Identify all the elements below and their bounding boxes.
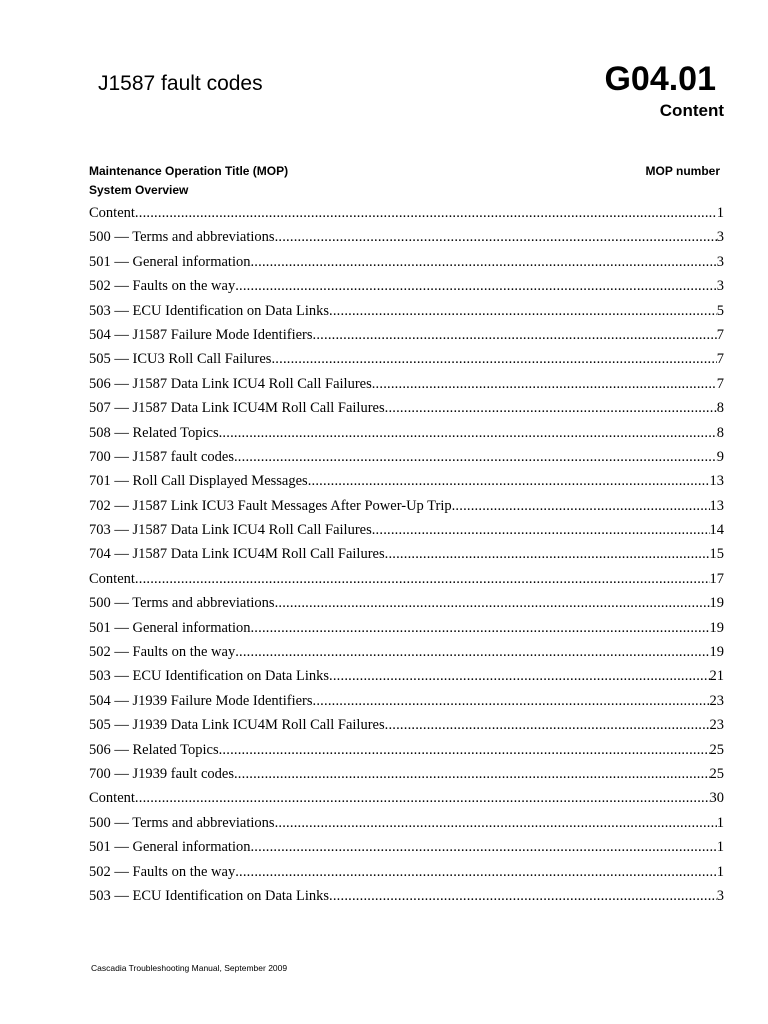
toc-entry-page: 25: [709, 765, 724, 782]
toc-entry-label: 508 — Related Topics: [89, 424, 219, 441]
toc-entry-label: 504 — J1587 Failure Mode Identifiers: [89, 326, 313, 343]
toc-entry[interactable]: [89, 469, 724, 493]
toc-dot-leader: [135, 201, 717, 225]
toc-dot-leader: [234, 445, 717, 469]
document-code: G04.01: [604, 60, 716, 98]
toc-entry-page: 7: [716, 375, 724, 392]
toc-entry-label: 500 — Terms and abbreviations: [89, 229, 275, 246]
toc-dot-leader: [135, 567, 710, 591]
toc-dot-leader: [452, 494, 710, 518]
toc-entry[interactable]: [89, 225, 724, 249]
toc-dot-leader: [313, 689, 710, 713]
toc-entry[interactable]: [89, 494, 724, 518]
toc-entry-label: Content: [89, 570, 135, 587]
toc-entry-label: 500 — Terms and abbreviations: [89, 814, 275, 831]
toc-entry[interactable]: [89, 299, 724, 323]
toc-entry[interactable]: [89, 738, 724, 762]
toc-dot-leader: [235, 860, 717, 884]
toc-entry-page: 7: [716, 351, 724, 368]
toc-entry-label: Content: [89, 790, 135, 807]
toc-entry-page: 5: [716, 302, 724, 319]
toc-entry[interactable]: [89, 445, 724, 469]
toc-entry-page: 3: [716, 253, 724, 270]
toc-entry-label: Content: [89, 205, 135, 221]
toc-entry-page: 3: [716, 887, 724, 904]
section-heading-row: [89, 183, 720, 197]
toc-entry[interactable]: [89, 640, 724, 664]
toc-entry[interactable]: [89, 542, 724, 566]
toc-dot-leader: [135, 786, 710, 810]
toc-entry-page: 19: [709, 595, 724, 612]
toc-entry[interactable]: [89, 860, 724, 884]
document-title: J1587 fault codes: [98, 72, 263, 95]
toc-entry-label: 507 — J1587 Data Link ICU4M Roll Call Failures: [89, 400, 385, 417]
toc-dot-leader: [234, 762, 710, 786]
toc-entry[interactable]: [89, 567, 724, 591]
toc-entry-page: 23: [709, 692, 724, 709]
toc-entry[interactable]: [89, 250, 724, 274]
table-of-contents: [89, 201, 724, 908]
toc-dot-leader: [372, 372, 717, 396]
toc-entry-label: 504 — J1939 Failure Mode Identifiers: [89, 692, 313, 709]
toc-entry-page: 1: [716, 205, 724, 221]
toc-entry[interactable]: [89, 518, 724, 542]
mop-title-heading: Maintenance Operation Title (MOP): [89, 164, 289, 178]
toc-entry[interactable]: [89, 689, 724, 713]
toc-entry-label: 506 — J1587 Data Link ICU4 Roll Call Failures: [89, 375, 372, 392]
toc-entry-page: 13: [709, 497, 724, 514]
toc-entry[interactable]: [89, 811, 724, 835]
toc-entry-page: 19: [709, 619, 724, 636]
toc-dot-leader: [250, 616, 709, 640]
toc-dot-leader: [308, 469, 710, 493]
toc-entry-page: 8: [716, 424, 724, 441]
toc-entry-page: 19: [709, 644, 724, 661]
document-subtitle: Content: [659, 101, 724, 120]
toc-entry[interactable]: [89, 786, 724, 810]
toc-dot-leader: [385, 396, 717, 420]
toc-entry-page: 9: [716, 448, 724, 465]
toc-dot-leader: [313, 323, 717, 347]
footer-text: Cascadia Troubleshooting Manual, September 2009: [91, 963, 288, 973]
toc-entry-label: 506 — Related Topics: [89, 741, 219, 758]
toc-dot-leader: [385, 713, 710, 737]
toc-entry[interactable]: [89, 421, 724, 445]
toc-dot-leader: [372, 518, 710, 542]
toc-entry-label: 502 — Faults on the way: [89, 644, 236, 661]
toc-entry-label: 704 — J1587 Data Link ICU4M Roll Call Failures: [89, 546, 385, 563]
toc-entry-label: 505 — ICU3 Roll Call Failures: [89, 351, 272, 368]
toc-entry-page: 3: [716, 229, 724, 246]
toc-entry-label: 500 — Terms and abbreviations: [89, 595, 275, 612]
toc-dot-leader: [329, 299, 717, 323]
toc-entry-page: 8: [716, 400, 724, 417]
toc-entry-page: 25: [709, 741, 724, 758]
toc-entry-page: 15: [709, 546, 724, 563]
toc-dot-leader: [275, 811, 717, 835]
toc-entry-label: 501 — General information: [89, 253, 251, 270]
toc-dot-leader: [329, 664, 709, 688]
toc-entry-label: 703 — J1587 Data Link ICU4 Roll Call Failures: [89, 522, 372, 539]
toc-dot-leader: [329, 884, 717, 908]
toc-entry-label: 503 — ECU Identification on Data Links: [89, 302, 330, 319]
toc-entry[interactable]: [89, 372, 724, 396]
toc-entry[interactable]: [89, 616, 724, 640]
toc-dot-leader: [271, 347, 716, 371]
toc-entry[interactable]: [89, 323, 724, 347]
toc-entry[interactable]: [89, 884, 724, 908]
toc-entry-page: 1: [716, 863, 724, 880]
mop-number-heading: MOP number: [645, 164, 720, 178]
toc-entry-label: 700 — J1587 fault codes: [89, 448, 234, 465]
toc-entry-label: 505 — J1939 Data Link ICU4M Roll Call Failures: [89, 717, 385, 734]
toc-dot-leader: [385, 542, 710, 566]
toc-entry-label: 700 — J1939 fault codes: [89, 765, 234, 782]
toc-entry-page: 7: [716, 326, 724, 343]
toc-dot-leader: [219, 421, 717, 445]
toc-entry-label: 503 — ECU Identification on Data Links: [89, 668, 330, 685]
toc-entry[interactable]: [89, 664, 724, 688]
toc-entry-page: 21: [709, 668, 724, 685]
toc-entry-label: 501 — General information: [89, 839, 251, 856]
toc-entry[interactable]: [89, 396, 724, 420]
toc-dot-leader: [275, 225, 717, 249]
toc-entry[interactable]: [89, 713, 724, 737]
toc-entry-page: 1: [716, 814, 724, 831]
toc-dot-leader: [250, 250, 716, 274]
toc-entry-label: 701 — Roll Call Displayed Messages: [89, 473, 308, 490]
toc-dot-leader: [250, 835, 716, 859]
toc-entry[interactable]: [89, 762, 724, 786]
toc-dot-leader: [235, 274, 717, 298]
column-header-row: [89, 164, 720, 178]
toc-entry[interactable]: [89, 274, 724, 298]
toc-dot-leader: [219, 738, 710, 762]
toc-entry-page: 14: [709, 522, 724, 539]
toc-entry-page: 30: [709, 790, 724, 807]
section-heading: System Overview: [89, 183, 189, 197]
toc-dot-leader: [275, 591, 710, 615]
toc-entry-label: 502 — Faults on the way: [89, 863, 236, 880]
toc-entry-page: 13: [709, 473, 724, 490]
toc-entry-label: 502 — Faults on the way: [89, 278, 236, 295]
toc-entry[interactable]: [89, 347, 724, 371]
toc-entry-page: 23: [709, 717, 724, 734]
toc-entry-page: 3: [716, 278, 724, 295]
toc-entry[interactable]: [89, 201, 724, 225]
toc-dot-leader: [235, 640, 709, 664]
toc-entry-page: 1: [716, 839, 724, 856]
toc-entry[interactable]: [89, 835, 724, 859]
toc-entry-label: 503 — ECU Identification on Data Links: [89, 887, 330, 904]
toc-entry-label: 501 — General information: [89, 619, 251, 636]
toc-entry-label: 702 — J1587 Link ICU3 Fault Messages After Power-Up Trip: [89, 497, 452, 514]
toc-entry[interactable]: [89, 591, 724, 615]
toc-entry-page: 17: [709, 570, 724, 587]
